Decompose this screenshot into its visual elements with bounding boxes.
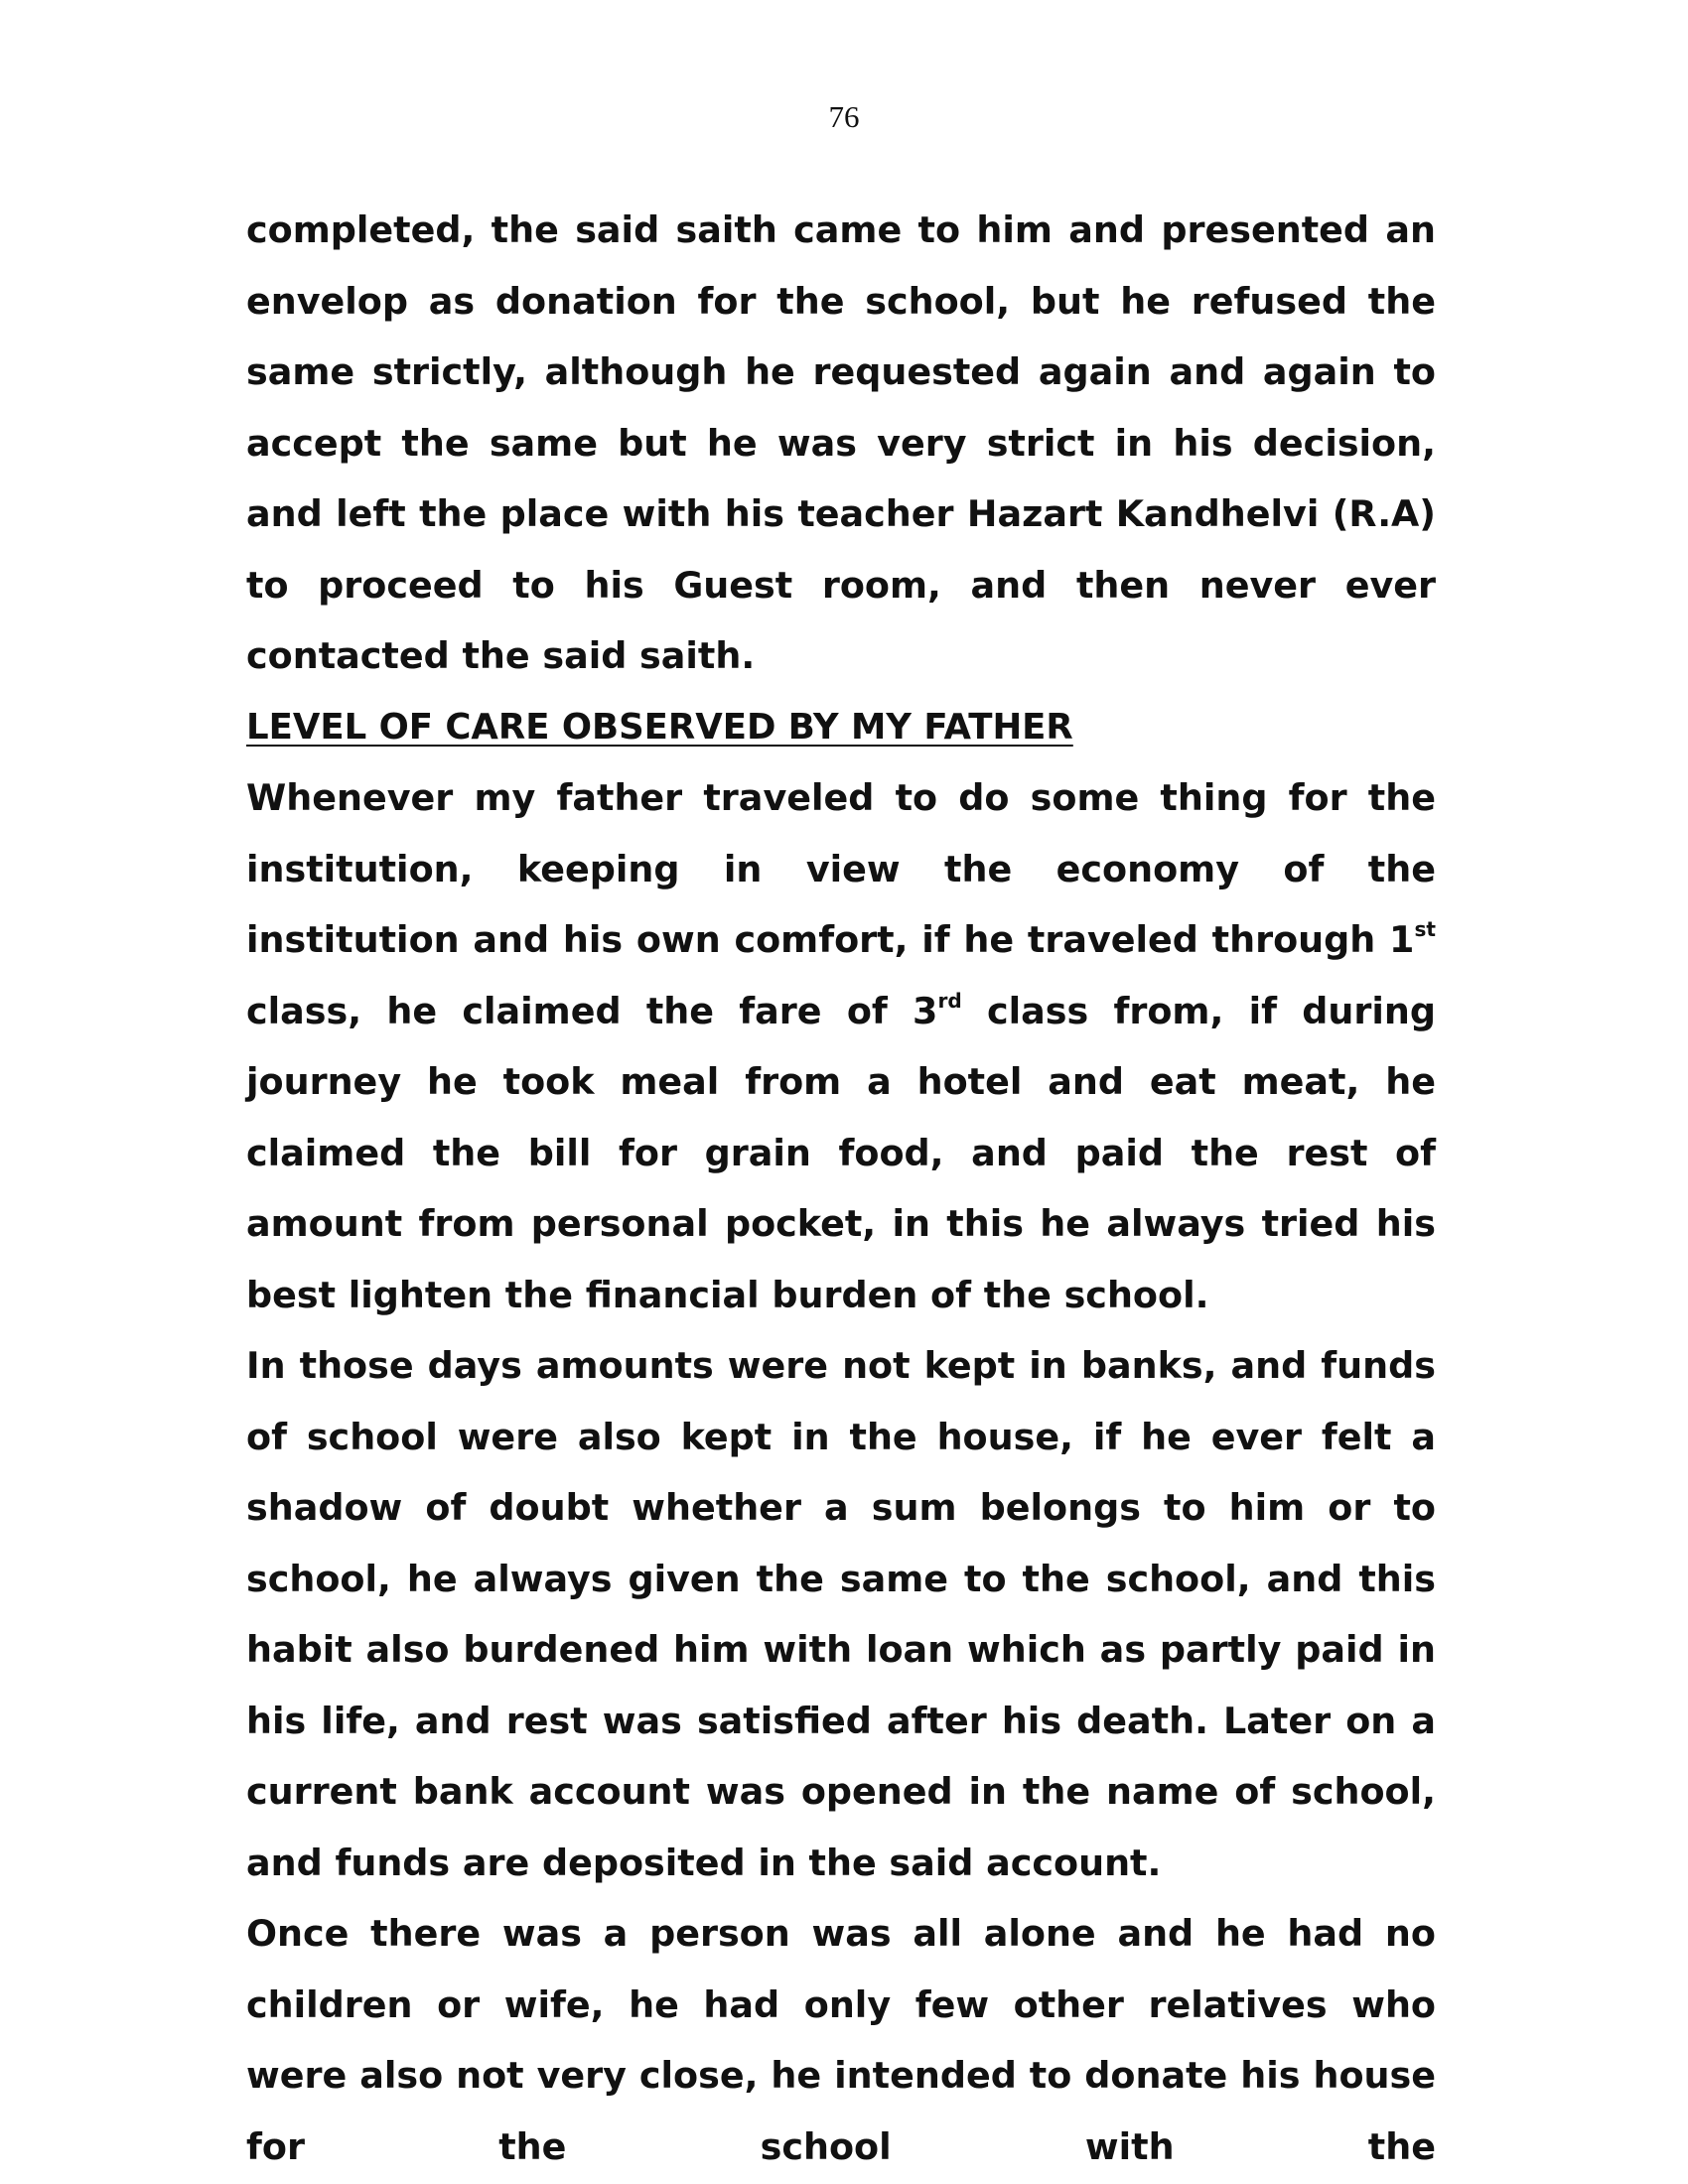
ordinal-suffix-first: st xyxy=(1414,916,1436,941)
paragraph-house-donation: Once there was a person was all alone and he had no children or wife, he had only few other relatives who were also not very close, he intended to donate his house for the school with the xyxy=(246,1912,1436,2168)
paragraph-saith-donation: completed, the said saith came to him and presented an envelop as donation for the school, but he refused the same strictly, although he requested again and again to accept the same but he was very strict in his decision, and left the place with his teacher Hazart Kandhelvi (R.A) to proceed to his Guest room, and then never ever contacted the said saith. xyxy=(246,208,1436,677)
paragraph-travel-text-2: class, he claimed the fare of 3 xyxy=(246,989,938,1032)
ordinal-suffix-third: rd xyxy=(937,988,962,1013)
page-body xyxy=(246,195,1436,2182)
paragraph-travel-expenses xyxy=(246,762,1436,1330)
section-heading: LEVEL OF CARE OBSERVED BY MY FATHER xyxy=(246,706,1073,748)
page-number: 76 xyxy=(828,99,860,134)
paragraph-travel-text-1: Whenever my father traveled to do some thing for the institution, keeping in view the economy of the institution and his own comfort, if he traveled through 1 xyxy=(246,776,1436,961)
paragraph-travel-text-3: class from, if during journey he took meal from a hotel and eat meat, he claimed the bill for grain food, and paid the rest of amount from personal pocket, in this he always tried his best lighten the financial burden of the school. xyxy=(246,989,1436,1316)
paragraph-school-funds: In those days amounts were not kept in banks, and funds of school were also kept in the house, if he ever felt a shadow of doubt whether a sum belongs to him or to school, he always given the same to the school, and this habit also burdened him with loan which as partly paid in his life, and rest was satisfied after his death. Later on a current bank account was opened in the name of school, and funds are deposited in the said account. xyxy=(246,1344,1436,1884)
